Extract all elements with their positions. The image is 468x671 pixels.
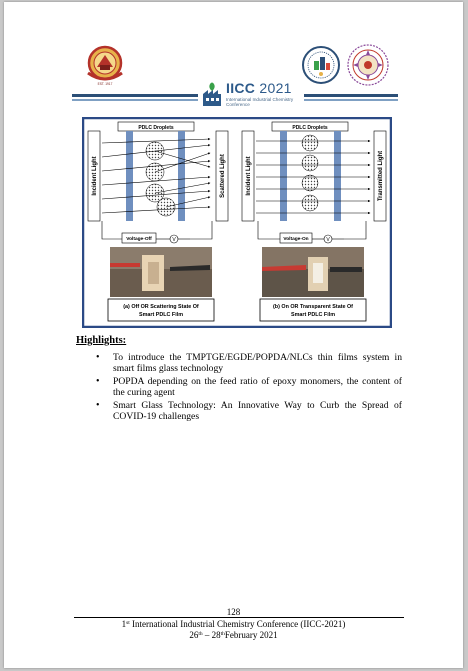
footer-conference-date: 26th – 28thFebruary 2021 <box>189 630 278 640</box>
conference-logo-subtitle: International Industrial Chemistry Conference <box>226 97 294 107</box>
pdlc-figure <box>82 117 392 328</box>
university-mandala-logo <box>346 43 390 87</box>
header-bar-left <box>72 94 198 97</box>
factory-flask-icon <box>201 82 223 108</box>
university-emblem-logo <box>83 43 127 87</box>
page-number: 128 <box>226 607 241 617</box>
footer-rule <box>74 617 404 618</box>
institute-seal-logo <box>301 45 341 85</box>
highlights-heading: Highlights: <box>76 335 127 346</box>
right-electrode-2 <box>334 131 341 221</box>
left-electrode-1 <box>126 131 133 221</box>
right-film-photo <box>262 247 364 297</box>
right-caption-line1: (b) On OR Transparent State Of <box>273 304 353 310</box>
left-voltmeter-symbol: V <box>172 237 176 243</box>
left-caption-line2: Smart PDLC Film <box>138 312 184 318</box>
left-electrode-2 <box>178 131 185 221</box>
right-incident-label: Incident Light <box>246 156 252 196</box>
header-bar-right <box>304 94 398 97</box>
footer-conference-name: 1st International Industrial Chemistry Conference (IICC-2021) <box>121 619 346 629</box>
left-droplets-label: PDLC Droplets <box>138 125 174 131</box>
right-transmitted-label: Transmitted Light <box>378 150 384 202</box>
left-scattered-label: Scattered Light <box>220 154 226 198</box>
svg-text:EST. 1917: EST. 1917 <box>97 82 113 86</box>
right-voltage-on-label: Voltage-On <box>283 237 309 242</box>
header-bar-right-thin <box>304 99 398 101</box>
document-page <box>4 2 463 668</box>
left-incident-label: Incident Light <box>92 156 98 196</box>
highlights-list <box>96 352 402 424</box>
left-voltage-off-label: Voltage-Off <box>126 237 152 242</box>
right-electrode-1 <box>280 131 287 221</box>
right-voltmeter-symbol: V <box>326 237 330 243</box>
right-droplets-label: PDLC Droplets <box>292 125 328 131</box>
right-caption-line2: Smart PDLC Film <box>290 312 336 318</box>
highlight-item: • Smart Glass Technology: An Innovative Way to Curb the Spread of COVID-19 challenges <box>96 400 402 422</box>
left-film-photo <box>110 247 212 297</box>
conference-logo-title: IICC 2021 <box>226 80 292 96</box>
left-caption-line1: (a) Off OR Scattering State Of <box>123 304 199 310</box>
highlight-item: • POPDA depending on the feed ratio of epoxy monomers, the content of the curing agent <box>96 376 402 398</box>
highlight-item: • To introduce the TMPTGE/EGDE/POPDA/NLCs thin films system in smart films glass technology <box>96 352 402 374</box>
header-bar-left-thin <box>72 99 198 101</box>
